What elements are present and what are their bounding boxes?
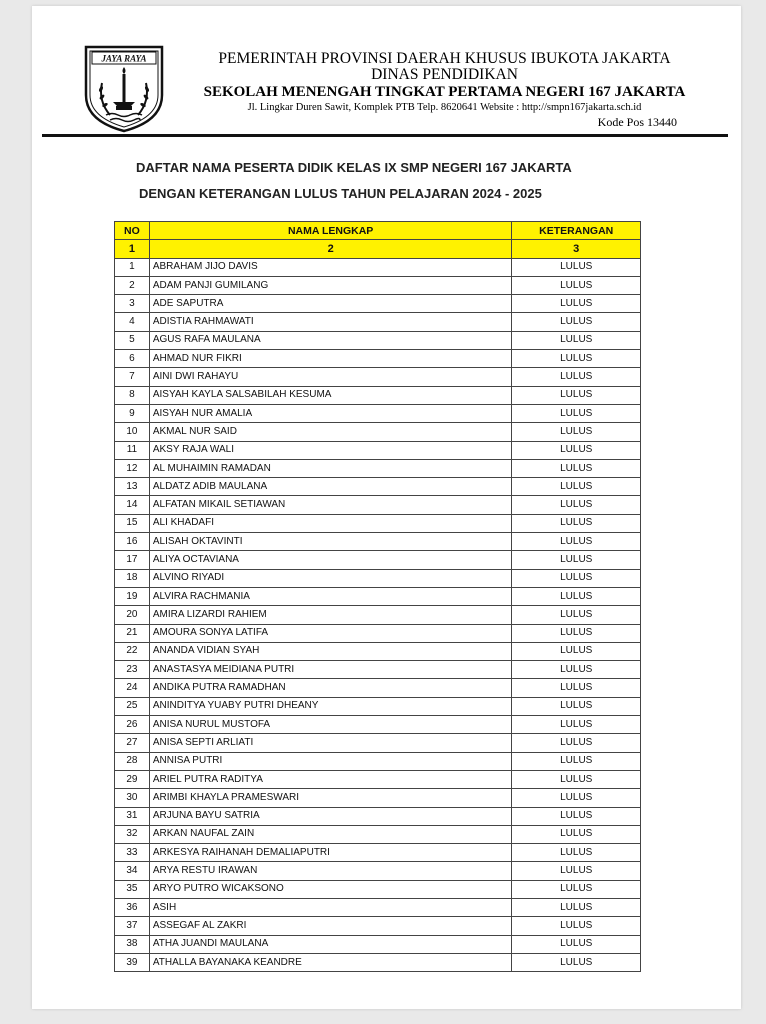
row-number: 29 — [115, 770, 150, 788]
row-number: 20 — [115, 606, 150, 624]
row-number: 30 — [115, 789, 150, 807]
row-student-name: ANASTASYA MEIDIANA PUTRI — [149, 661, 512, 679]
row-student-name: ADAM PANJI GUMILANG — [149, 276, 512, 294]
document-title — [136, 155, 572, 207]
row-status: LULUS — [512, 496, 641, 514]
row-status: LULUS — [512, 258, 641, 276]
row-number: 32 — [115, 825, 150, 843]
table-row — [115, 496, 641, 514]
row-student-name: ANISA SEPTI ARLIATI — [149, 734, 512, 752]
row-number: 35 — [115, 880, 150, 898]
table-row — [115, 624, 641, 642]
row-status: LULUS — [512, 404, 641, 422]
index-col-2: 2 — [149, 240, 512, 258]
document-page — [32, 6, 741, 1009]
row-number: 22 — [115, 642, 150, 660]
index-col-3: 3 — [512, 240, 641, 258]
row-number: 13 — [115, 478, 150, 496]
row-number: 6 — [115, 350, 150, 368]
row-number: 33 — [115, 844, 150, 862]
row-status: LULUS — [512, 953, 641, 971]
table-row — [115, 862, 641, 880]
row-student-name: ADE SAPUTRA — [149, 295, 512, 313]
title-line-2: DENGAN KETERANGAN LULUS TAHUN PELAJARAN 2024 - 2025 — [139, 186, 542, 201]
table-row — [115, 789, 641, 807]
table-row — [115, 569, 641, 587]
row-student-name: ALVIRA RACHMANIA — [149, 587, 512, 605]
row-status: LULUS — [512, 459, 641, 477]
row-student-name: ARIMBI KHAYLA PRAMESWARI — [149, 789, 512, 807]
row-student-name: ANINDITYA YUABY PUTRI DHEANY — [149, 697, 512, 715]
row-number: 2 — [115, 276, 150, 294]
table-row — [115, 386, 641, 404]
table-row — [115, 807, 641, 825]
row-status: LULUS — [512, 917, 641, 935]
table-row — [115, 770, 641, 788]
table-row — [115, 844, 641, 862]
row-student-name: ARKESYA RAIHANAH DEMALIAPUTRI — [149, 844, 512, 862]
table-row — [115, 258, 641, 276]
table-row — [115, 514, 641, 532]
row-number: 14 — [115, 496, 150, 514]
row-number: 10 — [115, 423, 150, 441]
row-number: 39 — [115, 953, 150, 971]
row-number: 3 — [115, 295, 150, 313]
table-row — [115, 313, 641, 331]
row-number: 38 — [115, 935, 150, 953]
row-number: 17 — [115, 551, 150, 569]
row-status: LULUS — [512, 533, 641, 551]
header-no: NO — [115, 222, 150, 240]
row-student-name: ANNISA PUTRI — [149, 752, 512, 770]
row-student-name: ALISAH OKTAVINTI — [149, 533, 512, 551]
row-status: LULUS — [512, 313, 641, 331]
row-student-name: ATHA JUANDI MAULANA — [149, 935, 512, 953]
row-status: LULUS — [512, 716, 641, 734]
row-status: LULUS — [512, 276, 641, 294]
table-row — [115, 935, 641, 953]
row-status: LULUS — [512, 770, 641, 788]
row-status: LULUS — [512, 862, 641, 880]
row-status: LULUS — [512, 368, 641, 386]
letterhead — [172, 50, 717, 114]
row-status: LULUS — [512, 423, 641, 441]
row-student-name: AGUS RAFA MAULANA — [149, 331, 512, 349]
row-number: 15 — [115, 514, 150, 532]
row-number: 26 — [115, 716, 150, 734]
row-student-name: AKSY RAJA WALI — [149, 441, 512, 459]
row-student-name: ADISTIA RAHMAWATI — [149, 313, 512, 331]
table-row — [115, 734, 641, 752]
row-number: 1 — [115, 258, 150, 276]
table-row — [115, 478, 641, 496]
row-status: LULUS — [512, 551, 641, 569]
row-status: LULUS — [512, 679, 641, 697]
row-status: LULUS — [512, 807, 641, 825]
row-student-name: ARIEL PUTRA RADITYA — [149, 770, 512, 788]
row-number: 16 — [115, 533, 150, 551]
table-row — [115, 953, 641, 971]
logo-banner-text: JAYA RAYA — [101, 53, 147, 64]
table-row — [115, 368, 641, 386]
row-number: 37 — [115, 917, 150, 935]
row-student-name: AKMAL NUR SAID — [149, 423, 512, 441]
row-student-name: ALIYA OCTAVIANA — [149, 551, 512, 569]
row-student-name: ALI KHADAFI — [149, 514, 512, 532]
row-status: LULUS — [512, 386, 641, 404]
row-status: LULUS — [512, 734, 641, 752]
row-student-name: AMOURA SONYA LATIFA — [149, 624, 512, 642]
row-status: LULUS — [512, 569, 641, 587]
header-nama: NAMA LENGKAP — [149, 222, 512, 240]
row-number: 34 — [115, 862, 150, 880]
letterhead-government: PEMERINTAH PROVINSI DAERAH KHUSUS IBUKOTA JAKARTA — [218, 50, 671, 67]
letterhead-postal-code: Kode Pos 13440 — [597, 115, 677, 129]
table-row — [115, 642, 641, 660]
row-student-name: ALVINO RIYADI — [149, 569, 512, 587]
table-header-row — [115, 222, 641, 240]
row-number: 11 — [115, 441, 150, 459]
row-student-name: ARYA RESTU IRAWAN — [149, 862, 512, 880]
row-status: LULUS — [512, 587, 641, 605]
row-status: LULUS — [512, 898, 641, 916]
row-number: 25 — [115, 697, 150, 715]
table-body — [115, 258, 641, 972]
row-status: LULUS — [512, 478, 641, 496]
table-row — [115, 752, 641, 770]
row-student-name: ABRAHAM JIJO DAVIS — [149, 258, 512, 276]
table-row — [115, 551, 641, 569]
row-status: LULUS — [512, 752, 641, 770]
row-status: LULUS — [512, 514, 641, 532]
row-student-name: ASIH — [149, 898, 512, 916]
row-student-name: AINI DWI RAHAYU — [149, 368, 512, 386]
table-row — [115, 679, 641, 697]
jaya-raya-emblem-icon — [80, 43, 168, 133]
row-status: LULUS — [512, 642, 641, 660]
table-row — [115, 423, 641, 441]
table-row — [115, 404, 641, 422]
row-number: 23 — [115, 661, 150, 679]
table-row — [115, 295, 641, 313]
row-number: 18 — [115, 569, 150, 587]
row-status: LULUS — [512, 350, 641, 368]
table-row — [115, 533, 641, 551]
row-student-name: AL MUHAIMIN RAMADAN — [149, 459, 512, 477]
row-status: LULUS — [512, 295, 641, 313]
table-row — [115, 331, 641, 349]
table-row — [115, 661, 641, 679]
table-row — [115, 459, 641, 477]
row-student-name: ARJUNA BAYU SATRIA — [149, 807, 512, 825]
row-student-name: AHMAD NUR FIKRI — [149, 350, 512, 368]
row-student-name: AISYAH NUR AMALIA — [149, 404, 512, 422]
row-student-name: AMIRA LIZARDI RAHIEM — [149, 606, 512, 624]
letterhead-address: Jl. Lingkar Duren Sawit, Komplek PTB Telp. 8620641 Website : http://smpn167jakarta.sch.id — [247, 102, 642, 113]
row-student-name: ARKAN NAUFAL ZAIN — [149, 825, 512, 843]
row-status: LULUS — [512, 606, 641, 624]
row-number: 12 — [115, 459, 150, 477]
row-number: 36 — [115, 898, 150, 916]
table-row — [115, 917, 641, 935]
row-student-name: ASSEGAF AL ZAKRI — [149, 917, 512, 935]
table-row — [115, 697, 641, 715]
table-row — [115, 898, 641, 916]
table-row — [115, 825, 641, 843]
table-row — [115, 276, 641, 294]
student-table — [114, 221, 641, 972]
row-status: LULUS — [512, 880, 641, 898]
row-status: LULUS — [512, 844, 641, 862]
table-index-row — [115, 240, 641, 258]
letterhead-department: DINAS PENDIDIKAN — [371, 66, 518, 83]
header-keterangan: KETERANGAN — [512, 222, 641, 240]
row-student-name: ANANDA VIDIAN SYAH — [149, 642, 512, 660]
row-number: 4 — [115, 313, 150, 331]
letterhead-school-name: SEKOLAH MENENGAH TINGKAT PERTAMA NEGERI 167 JAKARTA — [203, 84, 686, 100]
row-status: LULUS — [512, 441, 641, 459]
row-number: 5 — [115, 331, 150, 349]
row-status: LULUS — [512, 935, 641, 953]
index-col-1: 1 — [115, 240, 150, 258]
row-number: 27 — [115, 734, 150, 752]
row-number: 24 — [115, 679, 150, 697]
row-student-name: ALFATAN MIKAIL SETIAWAN — [149, 496, 512, 514]
row-status: LULUS — [512, 789, 641, 807]
row-status: LULUS — [512, 331, 641, 349]
row-status: LULUS — [512, 661, 641, 679]
table-row — [115, 880, 641, 898]
row-number: 7 — [115, 368, 150, 386]
row-number: 28 — [115, 752, 150, 770]
row-student-name: ANDIKA PUTRA RAMADHAN — [149, 679, 512, 697]
row-status: LULUS — [512, 697, 641, 715]
table-row — [115, 716, 641, 734]
table-row — [115, 441, 641, 459]
row-status: LULUS — [512, 624, 641, 642]
table-row — [115, 350, 641, 368]
row-student-name: AISYAH KAYLA SALSABILAH KESUMA — [149, 386, 512, 404]
letterhead-divider — [42, 134, 728, 137]
title-line-1: DAFTAR NAMA PESERTA DIDIK KELAS IX SMP NEGERI 167 JAKARTA — [136, 160, 572, 175]
table-row — [115, 587, 641, 605]
row-number: 21 — [115, 624, 150, 642]
row-number: 8 — [115, 386, 150, 404]
row-status: LULUS — [512, 825, 641, 843]
row-student-name: ALDATZ ADIB MAULANA — [149, 478, 512, 496]
table-row — [115, 606, 641, 624]
row-number: 9 — [115, 404, 150, 422]
row-number: 19 — [115, 587, 150, 605]
row-number: 31 — [115, 807, 150, 825]
row-student-name: ATHALLA BAYANAKA KEANDRE — [149, 953, 512, 971]
row-student-name: ANISA NURUL MUSTOFA — [149, 716, 512, 734]
row-student-name: ARYO PUTRO WICAKSONO — [149, 880, 512, 898]
